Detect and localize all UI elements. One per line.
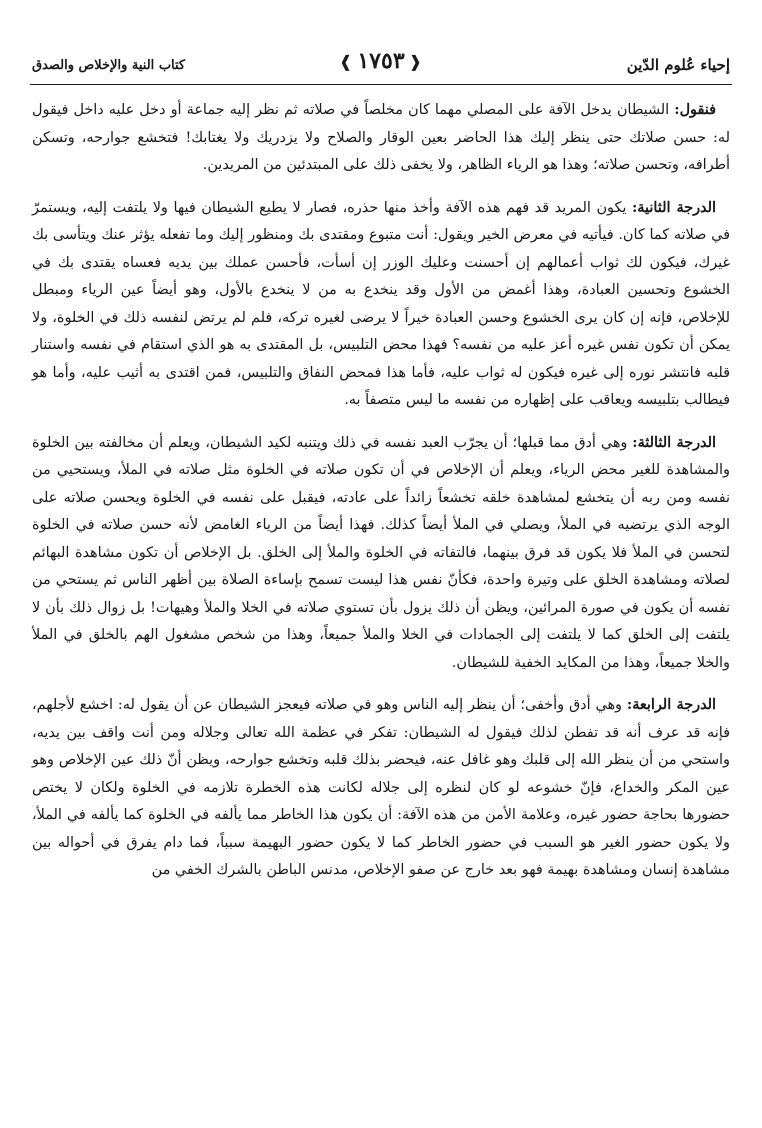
paragraph-intro bbox=[32, 96, 730, 180]
paragraph-text: وهي أدق وأخفى؛ أن ينظر إليه الناس وهو في صلاته فيعجز الشيطان عن أن يقول له: اخشع لأجلهم، فإنه قد عرف أنه قد تفطن لذلك فيقول له الشيطان: تفكر في عظمة الله تعالى وجلاله ومن أنت واقف بين يديه، واستحي من أن ينظر الله إلى قلبك وهو غافل عنه، فيحضر بذلك قلبه وتخشع جوارحه، ويظن أنّ ذلك عين الإخلاص وهو عين المكر والخداع، فإنّ خشوعه لو كان لنظره إلى جلاله لكانت هذه الخطرة تلازمه في الخلوة ولكان لا يختص حضورها بحاجة حضور غيره، وعلامة الأمن من هذه الآفة: أن يكون هذا الخاطر مما يألفه في الخلوة كما يألفه في الملأ، ولا يكون حضور الغير هو السبب في حضور الخاطر كما لا يكون حضور البهيمة سبباً، فما دام يفرق في أحواله بين مشاهدة إنسان ومشاهدة بهيمة فهو بعد خارج عن صفو الإخلاص، مدنس الباطن بالشرك الخفي من bbox=[32, 697, 731, 878]
book-title: إحياء عُلوم الدّين bbox=[626, 56, 730, 74]
paragraph-degree-three bbox=[32, 429, 730, 678]
paragraph-heading: الدرجة الرابعة: bbox=[626, 696, 717, 713]
ornament-left: ❰ bbox=[338, 51, 354, 71]
chapter-title: كتاب النية والإخلاص والصدق bbox=[32, 58, 186, 73]
paragraph-heading: فنقول: bbox=[674, 101, 716, 118]
paragraph-text: يكون المريد قد فهم هذه الآفة وأخذ منها حذره، فصار لا يطيع الشيطان فيها ولا يلتفت إليه، ويستمرّ في صلاته كما كان. فيأتيه في معرض الخير ويقول: أنت متبوع ومقتدى بك ومنظور إليك وما تفعله يؤثر عنك ويتأسى بك غيرك، فيكون لك ثواب أعمالهم إن أحسنت وعليك الوزر إن أسأت، فأحسن عملك بين يديه فعساه يقتدى بك في الخشوع وتحسين العبادة، وهذا أغمض من الأول وقد ينخدع به من لا ينخدع بالأول، وهو أيضاً عين الرياء ومبطل للإخلاص، فإنه إن كان يرى الخشوع وحسن العبادة خيراً لا يرضى لغيره تركه، فلم لم يرتض لنفسه ذلك في الخلوة، ولا يمكن أن تكون نفس غيره أعز عليه من نفسه؟ فهذا محض التلبيس، بل المقتدى به هو الذي استقام في نفسه واستنار قلبه فانتشر نوره إلى غيره فيكون له ثواب عليه، فأما هذا فمحض النفاق والتلبيس، فمن اقتدى به أثيب عليه، وأما هو فيطالب بتلبيسه ويعاقب على إظهاره من نفسه ما ليس متصفاً به. bbox=[32, 199, 730, 408]
paragraph-degree-two bbox=[32, 194, 730, 415]
paragraph-text: الشيطان يدخل الآفة على المصلي مهما كان مخلصاً في صلاته ثم نظر إليه جماعة أو دخل عليه داخل فيقول له: حسن صلاتك حتى ينظر إليك هذا الحاضر بعين الوقار والصلاح ولا يزدريك ولا يغتابك! فتخشع جوارحه، وتسكن أطرافه، وتحسن صلاته؛ وهذا هو الرياء الظاهر، ولا يخفى ذلك على المبتدئين من المريدين. bbox=[32, 102, 730, 173]
paragraph-heading: الدرجة الثانية: bbox=[632, 198, 716, 216]
page-number-block bbox=[339, 48, 423, 74]
running-header bbox=[30, 44, 732, 85]
ornament-right: ❱ bbox=[408, 51, 424, 71]
page-number: ١٧٥٣ bbox=[357, 48, 405, 74]
paragraph-text: وهي أدق مما قبلها؛ أن يجرّب العبد نفسه في ذلك ويتنبه لكيد الشيطان، ويعلم أن مخالفته بين الخلوة والمشاهدة للغير محض الرياء، ويعلم أن الإخلاص في أن تكون صلاته في الخلوة مثل صلاته في الملأ، ويستحيي من نفسه ومن ربه أن يتخشع لمشاهدة خلقه تخشعاً زائداً على عادته، فيقبل على نفسه في الخلوة ويحسن صلاته على الوجه الذي يرتضيه في الملأ، ويصلي في الملأ أيضاً كذلك. فهذا أيضاً من الرياء الغامض لأنه حسن صلاته في الخلوة لتحسن في الملأ فلا يكون قد فرق بينهما، فالتفاته في الخلوة والملأ إلى الخلق. بل الإخلاص أن تكون مشاهدة البهائم لصلاته ومشاهدة الخلق على وتيرة واحدة، فكأنّ نفس هذا ليست تسمح بإساءة الصلاة بين أظهر الناس ثم يستحي من نفسه أن يكون في صورة المرائين، ويظن أن ذلك يزول بأن تستوي صلاته في الخلا والملأ وهيهات! بل زوال ذلك بأن لا يلتفت إلى الخلق كما لا يلتفت إلى الجمادات في الخلا والملأ جميعاً، وهذا من شخص مشغول الهم بالخلق في الملأ والخلا جميعاً، وهذا من المكايد الخفية للشيطان. bbox=[32, 434, 730, 671]
paragraph-degree-four bbox=[32, 691, 730, 885]
paragraph-heading: الدرجة الثالثة: bbox=[632, 433, 716, 451]
main-text bbox=[32, 96, 730, 899]
